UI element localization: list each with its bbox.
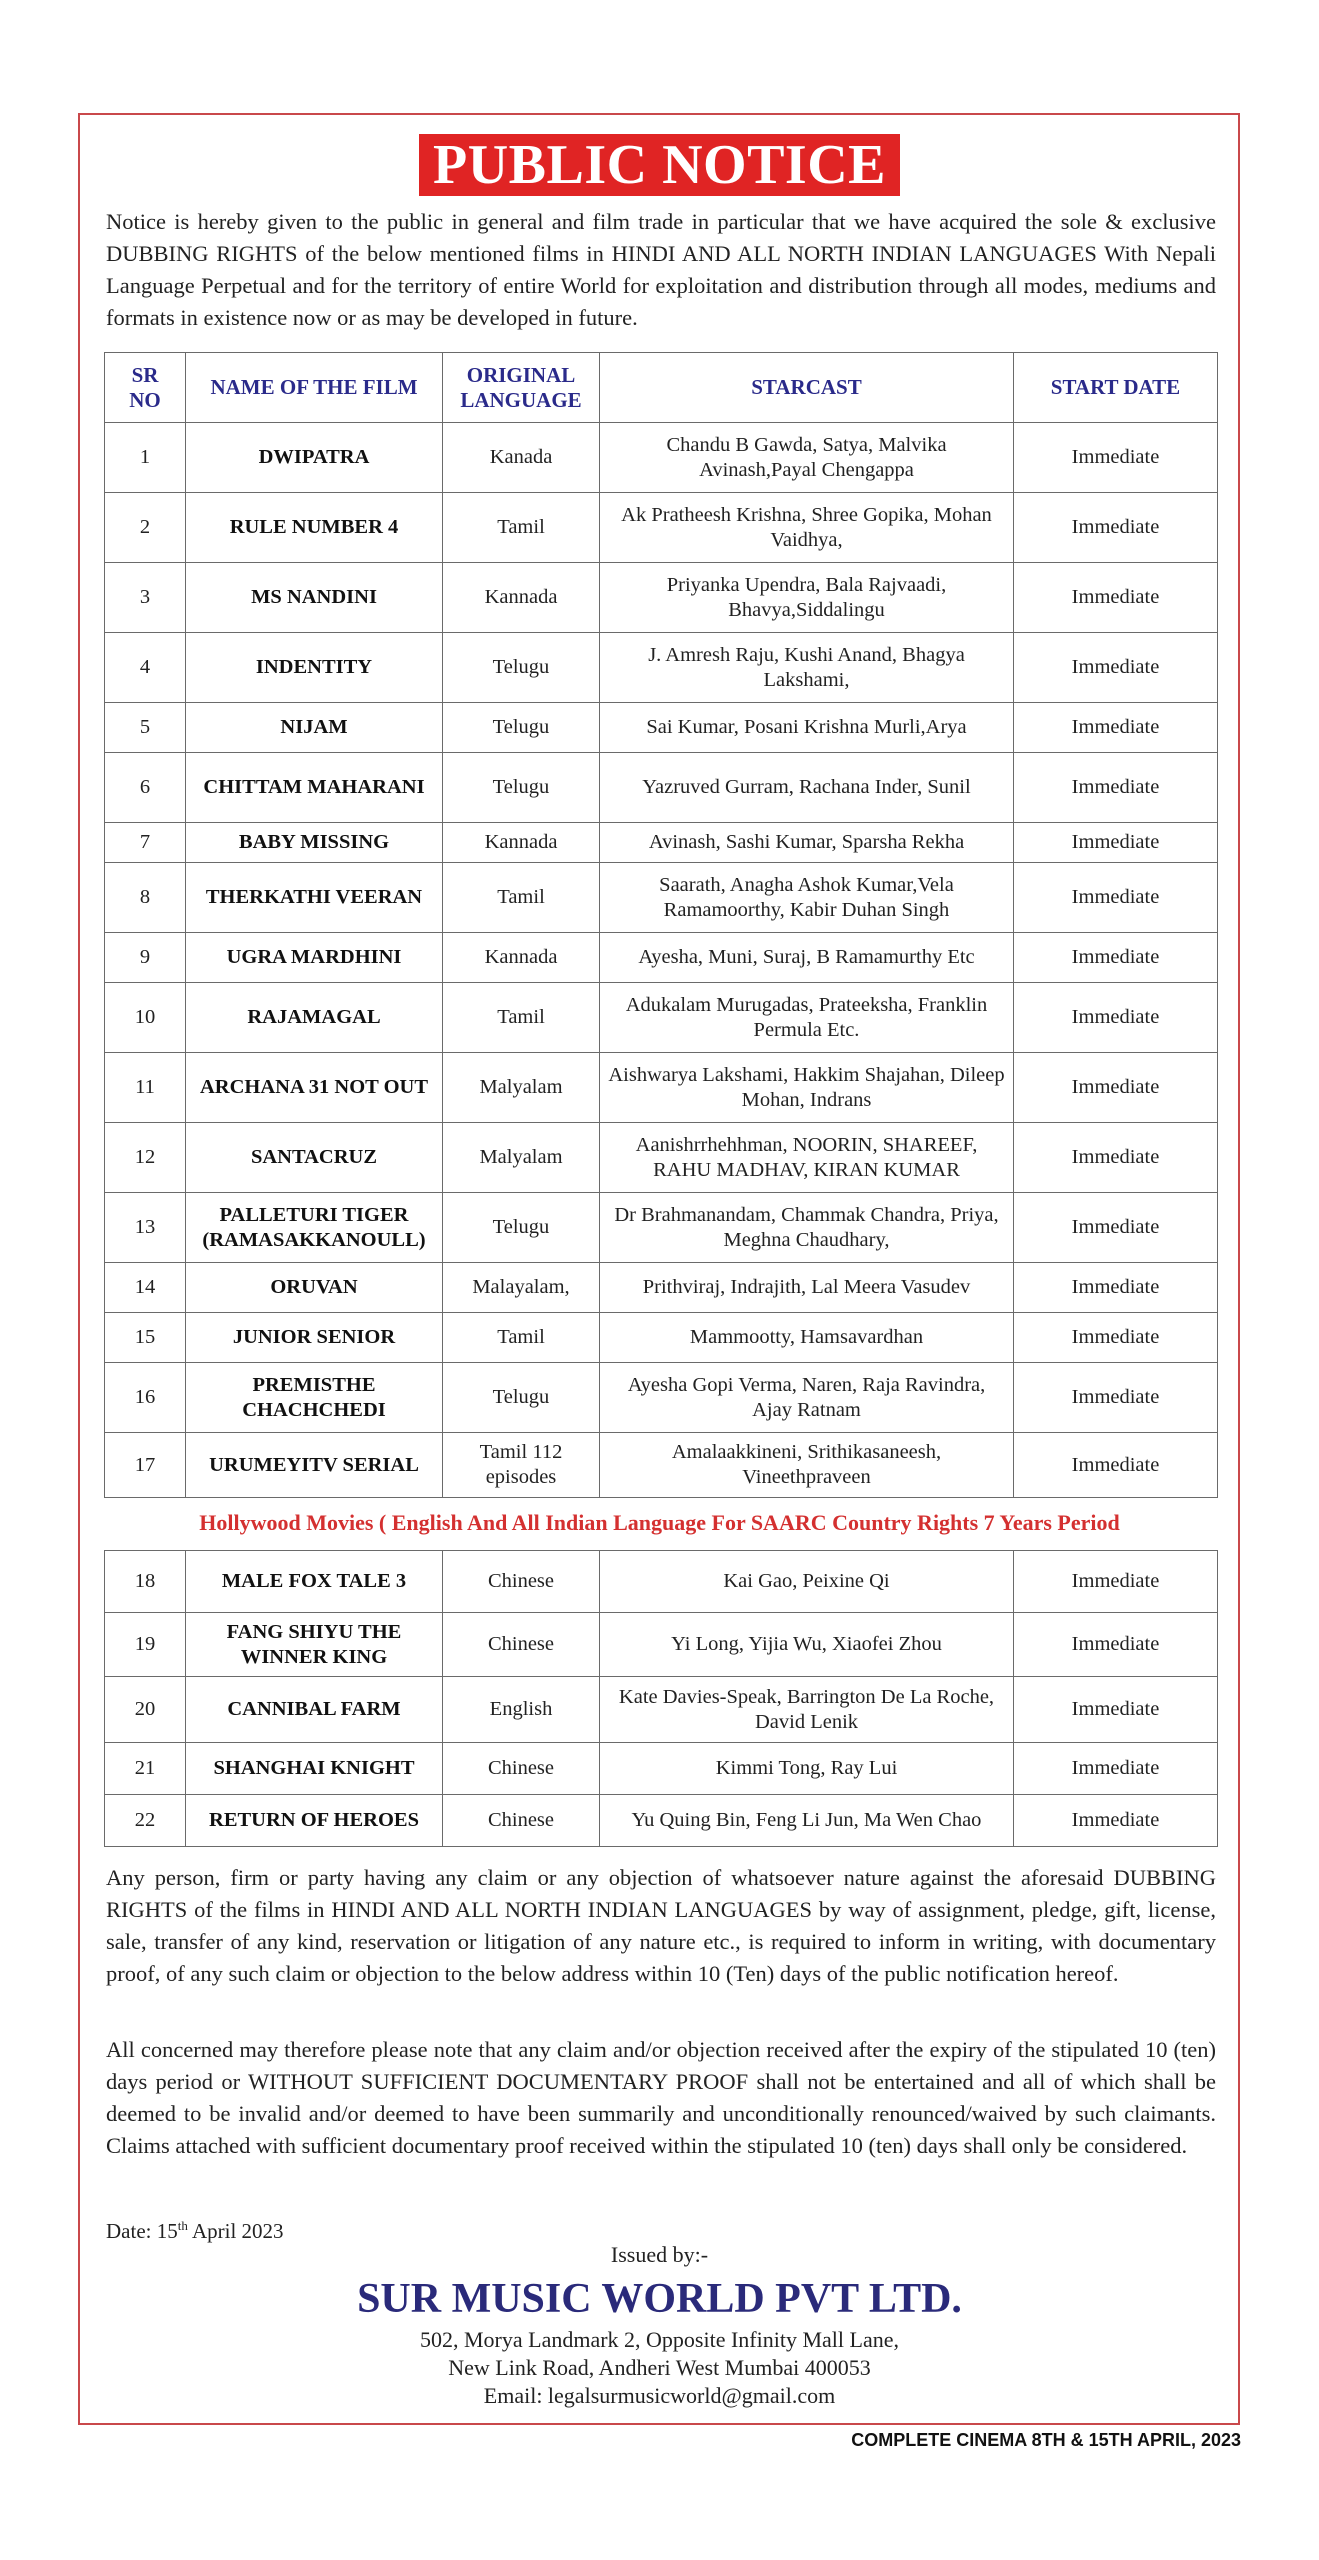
title-wrap <box>0 134 1319 196</box>
cell-film-name: BABY MISSING <box>186 823 443 863</box>
table-row <box>105 563 1218 633</box>
company-address <box>0 2326 1319 2410</box>
cell-start-date: Immediate <box>1014 1613 1218 1677</box>
cell-sr: 17 <box>105 1433 186 1498</box>
cell-film-name: ARCHANA 31 NOT OUT <box>186 1053 443 1123</box>
cell-starcast: Ayesha, Muni, Suraj, B Ramamurthy Etc <box>600 933 1014 983</box>
cell-start-date: Immediate <box>1014 1677 1218 1743</box>
table-row <box>105 423 1218 493</box>
header-start-date: START DATE <box>1014 353 1218 423</box>
contact-email: Email: legalsurmusicworld@gmail.com <box>483 2383 836 2408</box>
cell-film-name: SHANGHAI KNIGHT <box>186 1743 443 1795</box>
cell-sr: 9 <box>105 933 186 983</box>
cell-start-date: Immediate <box>1014 1263 1218 1313</box>
cell-starcast: Prithviraj, Indrajith, Lal Meera Vasudev <box>600 1263 1014 1313</box>
cell-sr: 16 <box>105 1363 186 1433</box>
cell-start-date: Immediate <box>1014 1313 1218 1363</box>
cell-start-date: Immediate <box>1014 493 1218 563</box>
cell-starcast: Ayesha Gopi Verma, Naren, Raja Ravindra, Ajay Ratnam <box>600 1363 1014 1433</box>
cell-film-name: JUNIOR SENIOR <box>186 1313 443 1363</box>
cell-language: Tamil <box>443 863 600 933</box>
address-line-2: New Link Road, Andheri West Mumbai 400053 <box>448 2355 871 2380</box>
cell-film-name: PREMISTHE CHACHCHEDI <box>186 1363 443 1433</box>
cell-start-date: Immediate <box>1014 1433 1218 1498</box>
table-row <box>105 1053 1218 1123</box>
cell-film-name: RAJAMAGAL <box>186 983 443 1053</box>
cell-language: Chinese <box>443 1551 600 1613</box>
table-row <box>105 1795 1218 1847</box>
cell-sr: 20 <box>105 1677 186 1743</box>
cell-starcast: Dr Brahmanandam, Chammak Chandra, Priya, Meghna Chaudhary, <box>600 1193 1014 1263</box>
cell-film-name: CANNIBAL FARM <box>186 1677 443 1743</box>
table-row <box>105 983 1218 1053</box>
table-row <box>105 1123 1218 1193</box>
cell-sr: 6 <box>105 753 186 823</box>
cell-language: Malyalam <box>443 1123 600 1193</box>
cell-film-name: DWIPATRA <box>186 423 443 493</box>
cell-sr: 21 <box>105 1743 186 1795</box>
header-sr: SR NO <box>105 353 186 423</box>
table-row <box>105 493 1218 563</box>
films-table <box>104 352 1218 1498</box>
cell-film-name: INDENTITY <box>186 633 443 703</box>
cell-language: English <box>443 1677 600 1743</box>
table-row <box>105 823 1218 863</box>
cell-start-date: Immediate <box>1014 823 1218 863</box>
cell-starcast: Yu Quing Bin, Feng Li Jun, Ma Wen Chao <box>600 1795 1014 1847</box>
cell-start-date: Immediate <box>1014 863 1218 933</box>
hollywood-table <box>104 1550 1218 1847</box>
cell-film-name: THERKATHI VEERAN <box>186 863 443 933</box>
cell-starcast: Aishwarya Lakshami, Hakkim Shajahan, Dileep Mohan, Indrans <box>600 1053 1014 1123</box>
cell-language: Malayalam, <box>443 1263 600 1313</box>
publication-footer: COMPLETE CINEMA 8TH & 15TH APRIL, 2023 <box>851 2430 1241 2450</box>
cell-start-date: Immediate <box>1014 1743 1218 1795</box>
cell-sr: 8 <box>105 863 186 933</box>
cell-starcast: Avinash, Sashi Kumar, Sparsha Rekha <box>600 823 1014 863</box>
table-row <box>105 1551 1218 1613</box>
table-row <box>105 1433 1218 1498</box>
cell-starcast: Mammootty, Hamsavardhan <box>600 1313 1014 1363</box>
cell-start-date: Immediate <box>1014 933 1218 983</box>
cell-sr: 11 <box>105 1053 186 1123</box>
table-row <box>105 1677 1218 1743</box>
cell-sr: 19 <box>105 1613 186 1677</box>
cell-language: Telugu <box>443 633 600 703</box>
objection-paragraph: Any person, firm or party having any claim or any objection of whatsoever nature against the aforesaid DUBBING RIGHTS of the films in HINDI AND ALL NORTH INDIAN LANGUAGES by way of assignment, pledge, gift, license, sale, transfer of any kind, reservation or litigation of any nature etc., is required to inform in writing, with documentary proof, of any such claim or objection to the below address within 10 (Ten) days of the public notification hereof. <box>106 1865 1216 1986</box>
cell-film-name: NIJAM <box>186 703 443 753</box>
cell-starcast: J. Amresh Raju, Kushi Anand, Bhagya Lakshami, <box>600 633 1014 703</box>
cell-sr: 2 <box>105 493 186 563</box>
company-name: SUR MUSIC WORLD PVT LTD. <box>357 2276 962 2322</box>
cell-start-date: Immediate <box>1014 1551 1218 1613</box>
cell-start-date: Immediate <box>1014 753 1218 823</box>
table-row <box>105 1263 1218 1313</box>
cell-starcast: Priyanka Upendra, Bala Rajvaadi, Bhavya,Siddalingu <box>600 563 1014 633</box>
cell-sr: 4 <box>105 633 186 703</box>
cell-film-name: ORUVAN <box>186 1263 443 1313</box>
intro-paragraph: Notice is hereby given to the public in general and film trade in particular that we have acquired the sole & exclusive DUBBING RIGHTS of the below mentioned films in HINDI AND ALL NORTH INDIAN LANGUAGES With Nepali Language Perpetual and for the territory of entire World for exploitation and distribution through all modes, mediums and formats in existence now or as may be developed in future. <box>106 209 1216 330</box>
table-row <box>105 753 1218 823</box>
cell-start-date: Immediate <box>1014 703 1218 753</box>
cell-film-name: URUMEYITV SERIAL <box>186 1433 443 1498</box>
cell-language: Tamil <box>443 1313 600 1363</box>
cell-language: Tamil 112 episodes <box>443 1433 600 1498</box>
cell-language: Kannada <box>443 563 600 633</box>
concerned-paragraph: All concerned may therefore please note that any claim and/or objection received after the expiry of the stipulated 10 (ten) days period or WITHOUT SUFFICIENT DOCUMENTARY PROOF shall not be entertained and all of which shall be deemed to be invalid and/or deemed to have been summarily and unconditionally renounced/waived by such claimants. Claims attached with sufficient documentary proof received within the stipulated 10 (ten) days shall only be considered. <box>106 2037 1216 2158</box>
address-line-1: 502, Morya Landmark 2, Opposite Infinity Mall Lane, <box>419 2327 899 2352</box>
cell-language: Telugu <box>443 1193 600 1263</box>
cell-film-name: PALLETURI TIGER (RAMASAKKANOULL) <box>186 1193 443 1263</box>
table-row <box>105 933 1218 983</box>
hollywood-heading: Hollywood Movies ( English And All Indian Language For SAARC Country Rights 7 Years Period <box>199 1510 1120 1535</box>
cell-start-date: Immediate <box>1014 1123 1218 1193</box>
cell-film-name: UGRA MARDHINI <box>186 933 443 983</box>
cell-film-name: CHITTAM MAHARANI <box>186 753 443 823</box>
notice-date: Date: 15th April 2023 <box>106 2218 284 2243</box>
cell-starcast: Kai Gao, Peixine Qi <box>600 1551 1014 1613</box>
cell-start-date: Immediate <box>1014 983 1218 1053</box>
cell-film-name: RULE NUMBER 4 <box>186 493 443 563</box>
cell-starcast: Saarath, Anagha Ashok Kumar,Vela Ramamoorthy, Kabir Duhan Singh <box>600 863 1014 933</box>
table-row <box>105 1613 1218 1677</box>
cell-start-date: Immediate <box>1014 1053 1218 1123</box>
table-row <box>105 1363 1218 1433</box>
cell-sr: 18 <box>105 1551 186 1613</box>
cell-starcast: Yazruved Gurram, Rachana Inder, Sunil <box>600 753 1014 823</box>
cell-starcast: Chandu B Gawda, Satya, Malvika Avinash,Payal Chengappa <box>600 423 1014 493</box>
table-header-row <box>105 353 1218 423</box>
table-row <box>105 1743 1218 1795</box>
cell-starcast: Kimmi Tong, Ray Lui <box>600 1743 1014 1795</box>
cell-language: Chinese <box>443 1613 600 1677</box>
cell-starcast: Adukalam Murugadas, Prateeksha, Franklin Permula Etc. <box>600 983 1014 1053</box>
cell-film-name: MS NANDINI <box>186 563 443 633</box>
cell-language: Telugu <box>443 703 600 753</box>
cell-starcast: Kate Davies-Speak, Barrington De La Roche, David Lenik <box>600 1677 1014 1743</box>
cell-film-name: RETURN OF HEROES <box>186 1795 443 1847</box>
cell-start-date: Immediate <box>1014 633 1218 703</box>
cell-starcast: Ak Pratheesh Krishna, Shree Gopika, Mohan Vaidhya, <box>600 493 1014 563</box>
header-film-name: NAME OF THE FILM <box>186 353 443 423</box>
cell-language: Chinese <box>443 1795 600 1847</box>
cell-starcast: Yi Long, Yijia Wu, Xiaofei Zhou <box>600 1613 1014 1677</box>
table-row <box>105 863 1218 933</box>
cell-sr: 13 <box>105 1193 186 1263</box>
cell-language: Tamil <box>443 493 600 563</box>
cell-start-date: Immediate <box>1014 423 1218 493</box>
cell-sr: 5 <box>105 703 186 753</box>
cell-film-name: SANTACRUZ <box>186 1123 443 1193</box>
cell-language: Malyalam <box>443 1053 600 1123</box>
cell-start-date: Immediate <box>1014 1363 1218 1433</box>
notice-title: PUBLIC NOTICE <box>419 134 900 196</box>
table-row <box>105 703 1218 753</box>
cell-film-name: MALE FOX TALE 3 <box>186 1551 443 1613</box>
cell-language: Kanada <box>443 423 600 493</box>
cell-starcast: Amalaakkineni, Srithikasaneesh, Vineethpraveen <box>600 1433 1014 1498</box>
cell-language: Telugu <box>443 1363 600 1433</box>
table-row <box>105 633 1218 703</box>
cell-sr: 14 <box>105 1263 186 1313</box>
header-language: ORIGINAL LANGUAGE <box>443 353 600 423</box>
cell-language: Kannada <box>443 933 600 983</box>
cell-starcast: Sai Kumar, Posani Krishna Murli,Arya <box>600 703 1014 753</box>
cell-sr: 10 <box>105 983 186 1053</box>
cell-starcast: Aanishrrhehhman, NOORIN, SHAREEF, RAHU MADHAV, KIRAN KUMAR <box>600 1123 1014 1193</box>
cell-sr: 22 <box>105 1795 186 1847</box>
cell-sr: 7 <box>105 823 186 863</box>
table-row <box>105 1193 1218 1263</box>
cell-language: Telugu <box>443 753 600 823</box>
cell-sr: 15 <box>105 1313 186 1363</box>
cell-start-date: Immediate <box>1014 1193 1218 1263</box>
cell-sr: 3 <box>105 563 186 633</box>
cell-language: Tamil <box>443 983 600 1053</box>
cell-film-name: FANG SHIYU THE WINNER KING <box>186 1613 443 1677</box>
cell-language: Chinese <box>443 1743 600 1795</box>
header-starcast: STARCAST <box>600 353 1014 423</box>
cell-sr: 12 <box>105 1123 186 1193</box>
cell-sr: 1 <box>105 423 186 493</box>
cell-language: Kannada <box>443 823 600 863</box>
cell-start-date: Immediate <box>1014 563 1218 633</box>
table-row <box>105 1313 1218 1363</box>
issued-by: Issued by:- <box>610 2242 709 2267</box>
cell-start-date: Immediate <box>1014 1795 1218 1847</box>
